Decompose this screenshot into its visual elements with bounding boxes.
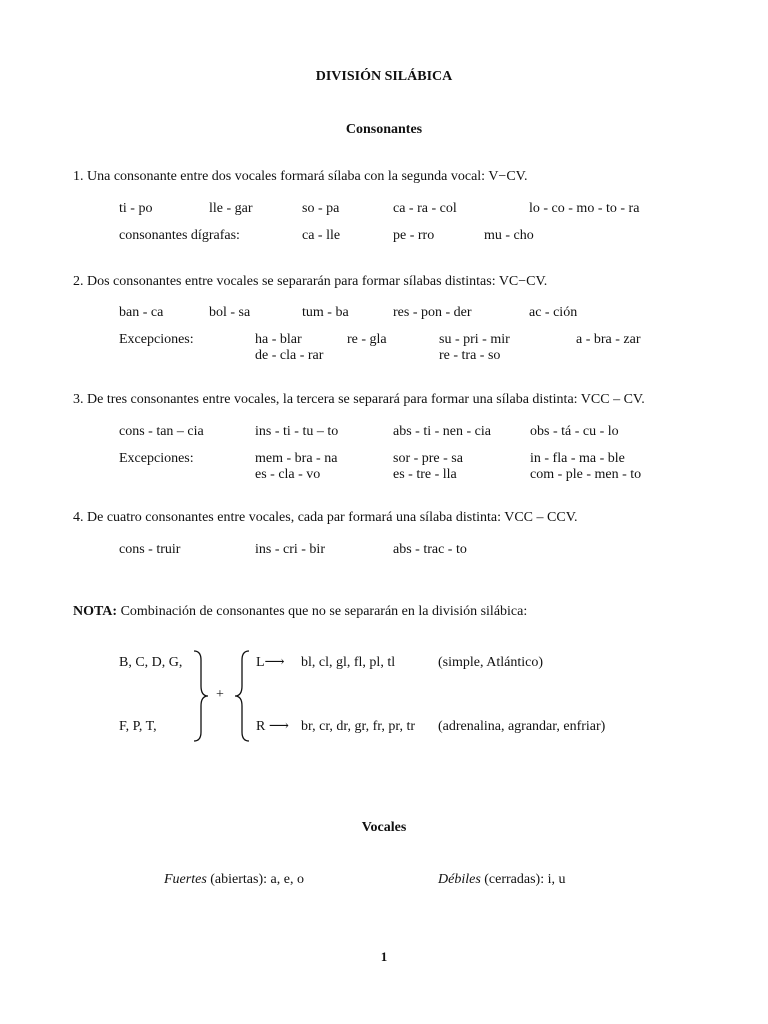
l-examples: (simple, Atlántico) [438,655,543,670]
example-word: lo - co - mo - to - ra [529,201,640,216]
example-word: ca - lle [302,228,341,243]
r-arrow-label: R ⟶ [256,719,289,734]
note-paragraph [73,604,527,620]
example-word: ins - cri - bir [255,542,325,557]
example-word: ti - po [119,201,153,216]
exception-word: re - tra - so [439,348,501,363]
rule-4-text: 4. De cuatro consonantes entre vocales, cada par formará una sílaba distinta: VCC – CCV. [73,510,578,525]
exception-word: a - bra - zar [576,332,641,347]
weak-vowels [438,872,566,888]
example-word: abs - trac - to [393,542,467,557]
example-word: tum - ba [302,305,349,320]
r-combinations: br, cr, dr, gr, fr, pr, tr [301,719,416,734]
r-examples: (adrenalina, agrandar, enfriar) [438,719,606,734]
example-word: mu - cho [484,228,534,243]
exception-word: sor - pre - sa [393,451,463,466]
example-word: so - pa [302,201,340,216]
exception-word: es - cla - vo [255,467,321,482]
exception-word: com - ple - men - to [530,467,642,482]
example-word: pe - rro [393,228,435,243]
plus-sign: + [216,687,224,702]
exception-word: mem - bra - na [255,451,338,466]
page-title: DIVISIÓN SILÁBICA [315,69,453,84]
closing-brace-icon [192,650,210,742]
example-word: ins - ti - tu – to [255,424,339,439]
example-word: ca - ra - col [393,201,457,216]
note-left-top: B, C, D, G, [119,655,183,670]
example-word: cons - truir [119,542,181,557]
exceptions-label: Excepciones: [119,332,194,347]
example-word: ac - ción [529,305,578,320]
note-label: NOTA: [73,604,118,619]
strong-vowels [164,872,304,888]
weak-vowels-label: Débiles [438,872,481,887]
example-word: cons - tan – cia [119,424,204,439]
note-text: Combinación de consonantes que no se separarán en la división silábica: [117,604,528,619]
exception-word: es - tre - lla [393,467,457,482]
strong-vowels-text: (abiertas): a, e, o [206,872,304,887]
exception-word: re - gla [347,332,387,347]
exception-word: in - fla - ma - ble [530,451,625,466]
page-number: 1 [380,949,388,964]
section-heading-vowels: Vocales [361,820,407,835]
weak-vowels-text: (cerradas): i, u [480,872,566,887]
exceptions-label: Excepciones: [119,451,194,466]
example-word: res - pon - der [393,305,472,320]
digraph-label: consonantes dígrafas: [119,228,240,243]
exception-word: de - cla - rar [255,348,324,363]
example-word: abs - ti - nen - cia [393,424,491,439]
example-word: bol - sa [209,305,251,320]
example-word: ban - ca [119,305,164,320]
exception-word: ha - blar [255,332,302,347]
note-left-bottom: F, P, T, [119,719,157,734]
l-combinations: bl, cl, gl, fl, pl, tl [301,655,396,670]
rule-1-text: 1. Una consonante entre dos vocales formará sílaba con la segunda vocal: V−CV. [73,169,528,184]
l-arrow-label: L⟶ [256,655,285,670]
rule-3-text: 3. De tres consonantes entre vocales, la tercera se separará para formar una sílaba distinta: VCC – CV. [73,392,645,407]
strong-vowels-label: Fuertes [164,872,207,887]
exception-word: su - pri - mir [439,332,510,347]
rule-2-text: 2. Dos consonantes entre vocales se separarán para formar sílabas distintas: VC−CV. [73,274,548,289]
example-word: obs - tá - cu - lo [530,424,619,439]
example-word: lle - gar [209,201,253,216]
opening-brace-icon [233,650,251,742]
section-heading-consonants: Consonantes [345,122,423,137]
